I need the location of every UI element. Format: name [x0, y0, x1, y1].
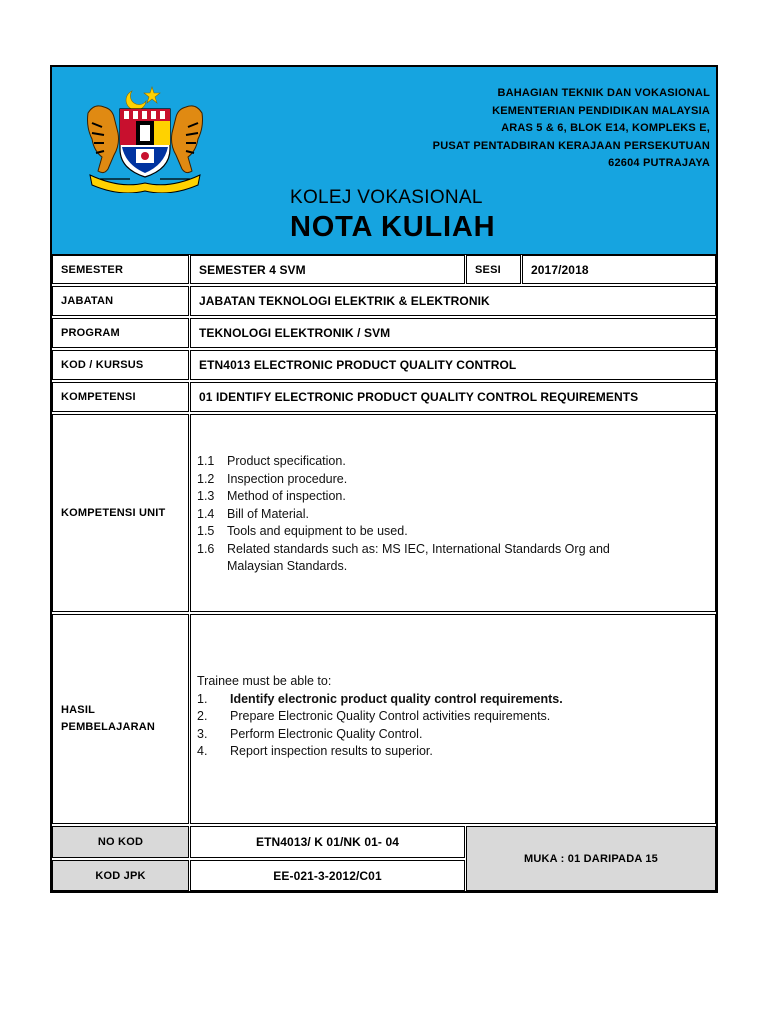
hasil-pembelajaran-content [190, 614, 716, 824]
list-item: 3. Perform Electronic Quality Control. [197, 726, 423, 741]
malaysia-coat-of-arms-icon [80, 83, 210, 193]
sesi-value: 2017/2018 [522, 255, 716, 284]
list-item: 1.4 Bill of Material. [197, 506, 309, 521]
program-label: PROGRAM [52, 318, 189, 348]
kompetensi-value: 01 IDENTIFY ELECTRONIC PRODUCT QUALITY CONTROL REQUIREMENTS [190, 382, 716, 412]
sesi-label: SESI [466, 255, 521, 284]
address-line: BAHAGIAN TEKNIK DAN VOKASIONAL [497, 87, 710, 99]
semester-value: SEMESTER 4 SVM [190, 255, 465, 284]
kompetensi-label: KOMPETENSI [52, 382, 189, 412]
college-name: KOLEJ VOKASIONAL [290, 187, 483, 208]
no-kod-label: NO KOD [52, 826, 189, 858]
address-line: KEMENTERIAN PENDIDIKAN MALAYSIA [492, 104, 710, 117]
list-item: 1.3 Method of inspection. [197, 489, 346, 503]
kompetensi-unit-content [190, 414, 716, 612]
document-header [52, 67, 716, 255]
list-item-continuation: Malaysian Standards. [227, 559, 348, 573]
document-title: NOTA KULIAH [290, 211, 496, 243]
list-item: 4. Report inspection results to superior. [197, 744, 433, 758]
kod-kursus-label: KOD / KURSUS [52, 350, 189, 380]
semester-label: SEMESTER [52, 255, 189, 284]
list-item: 1.6 Related standards such as: MS IEC, International Standards Org and [197, 541, 610, 556]
no-kod-value: ETN4013/ K 01/NK 01- 04 [190, 826, 465, 858]
hasil-label-line: PEMBELAJARAN [61, 721, 156, 733]
kompetensi-unit-list [197, 453, 610, 576]
kod-jpk-label: KOD JPK [52, 860, 189, 891]
hasil-list [197, 673, 563, 761]
list-item: 1.2 Inspection procedure. [197, 471, 348, 486]
program-value: TEKNOLOGI ELEKTRONIK / SVM [190, 318, 716, 348]
address-line: ARAS 5 & 6, BLOK E14, KOMPLEKS E, [501, 122, 710, 134]
kompetensi-unit-label: KOMPETENSI UNIT [52, 414, 189, 612]
kod-jpk-value: EE-021-3-2012/C01 [190, 860, 465, 891]
list-item: 2. Prepare Electronic Quality Control activities requirements. [197, 709, 551, 723]
list-item: 1.1 Product specification. [197, 454, 346, 468]
hasil-label-line: HASIL [61, 704, 95, 716]
address-line: 62604 PUTRAJAYA [608, 157, 710, 169]
kod-kursus-value: ETN4013 ELECTRONIC PRODUCT QUALITY CONTROL [190, 350, 716, 380]
list-item: 1. Identify electronic product quality control requirements. [197, 691, 563, 706]
jabatan-label: JABATAN [52, 286, 189, 316]
ministry-address [370, 85, 710, 173]
jabatan-value: JABATAN TEKNOLOGI ELEKTRIK & ELEKTRONIK [190, 286, 716, 316]
page-number: MUKA : 01 DARIPADA 15 [466, 826, 716, 891]
hasil-pembelajaran-label [52, 614, 189, 824]
lecture-note-document [50, 65, 718, 893]
address-line: PUSAT PENTADBIRAN KERAJAAN PERSEKUTUAN [432, 139, 710, 152]
list-item: 1.5 Tools and equipment to be used. [197, 524, 408, 538]
hasil-intro: Trainee must be able to: [197, 674, 332, 688]
